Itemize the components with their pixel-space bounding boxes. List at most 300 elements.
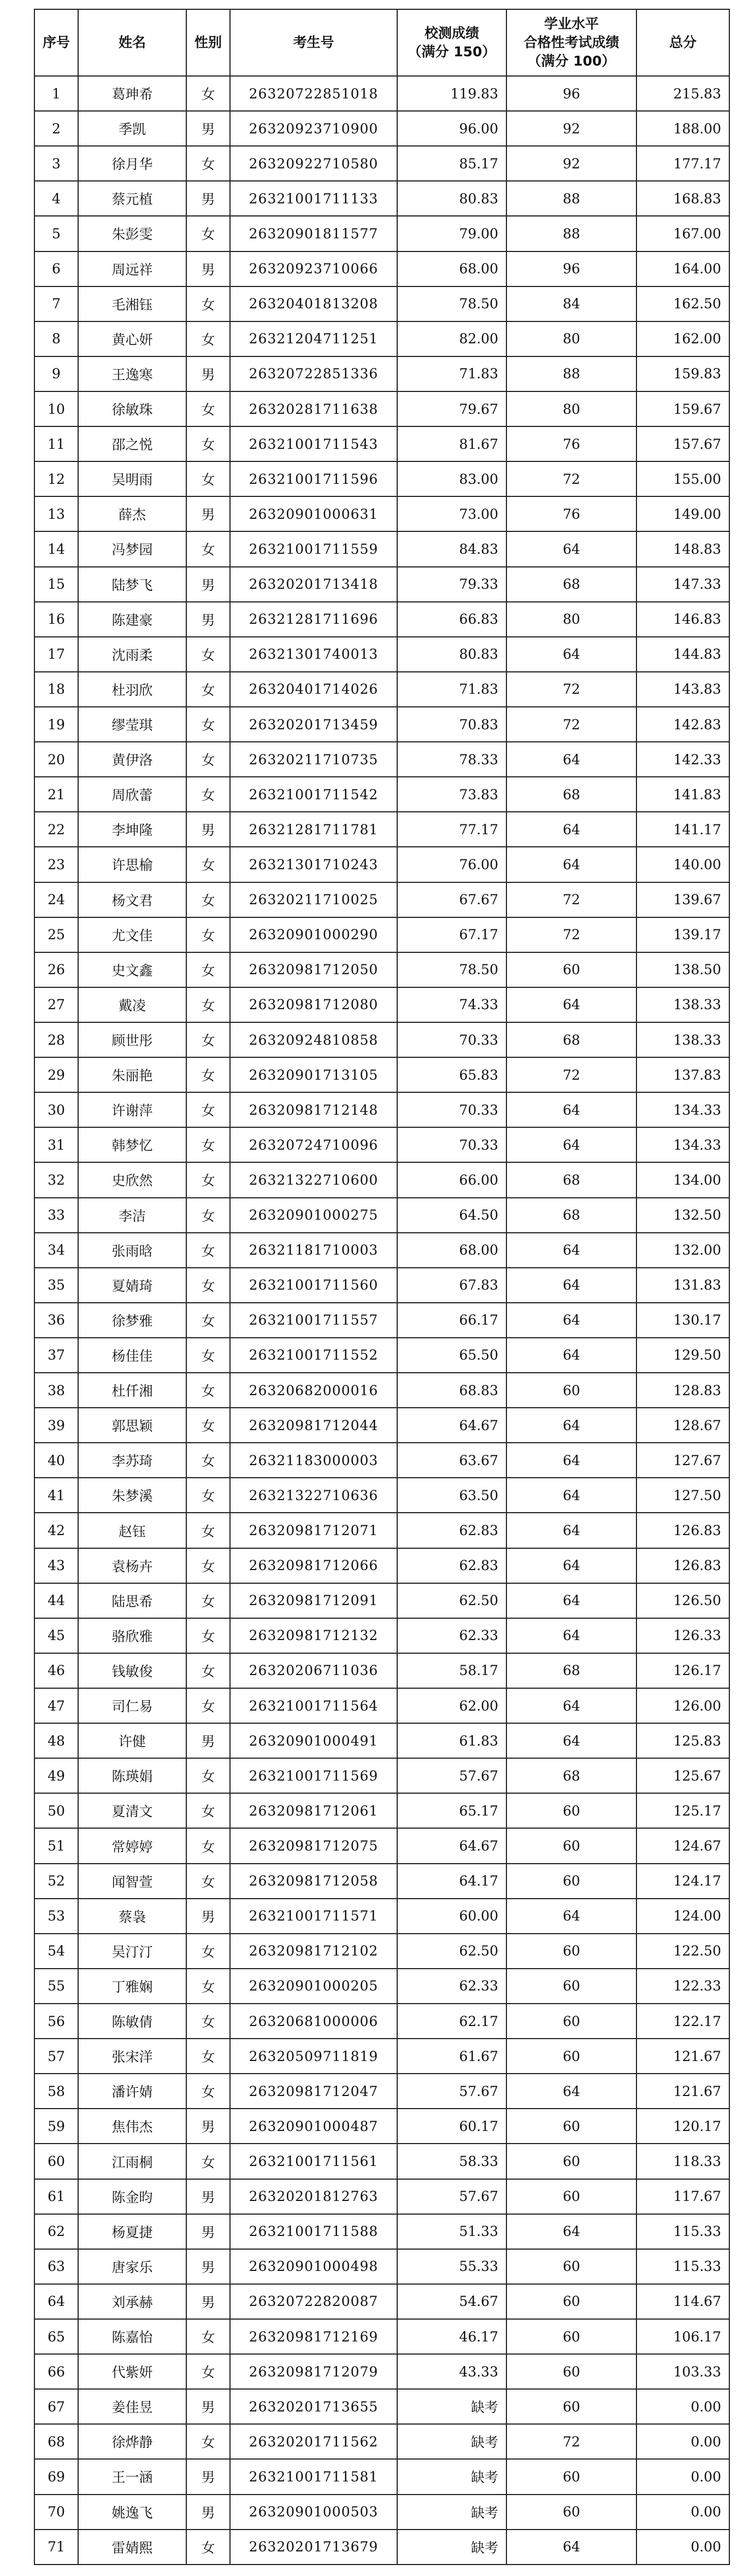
cell-level-score: 64 (506, 1513, 636, 1548)
cell-total: 117.67 (636, 2179, 729, 2214)
cell-sex: 女 (186, 1548, 230, 1583)
cell-no: 16 (34, 602, 78, 637)
cell-name: 戴凌 (78, 987, 186, 1022)
cell-name: 杨文君 (78, 882, 186, 917)
cell-total: 162.50 (636, 286, 729, 321)
table-row (34, 812, 729, 847)
cell-sex: 女 (186, 321, 230, 356)
cell-total: 126.00 (636, 1688, 729, 1723)
cell-school-score: 82.00 (397, 321, 506, 356)
cell-school-score: 65.50 (397, 1338, 506, 1373)
cell-school-score: 64.67 (397, 1828, 506, 1863)
cell-exam-id: 26320201713459 (230, 707, 397, 742)
cell-school-score: 79.00 (397, 216, 506, 251)
cell-school-score: 83.00 (397, 461, 506, 496)
cell-sex: 女 (186, 2424, 230, 2459)
cell-no: 56 (34, 2004, 78, 2039)
cell-total: 122.17 (636, 2004, 729, 2039)
cell-school-score: 64.17 (397, 1864, 506, 1899)
cell-sex: 女 (186, 777, 230, 812)
table-row (34, 567, 729, 602)
cell-level-score: 76 (506, 496, 636, 531)
cell-level-score: 64 (506, 1268, 636, 1303)
cell-school-score: 57.67 (397, 2074, 506, 2109)
cell-total: 130.17 (636, 1303, 729, 1338)
header-school-score (397, 9, 506, 76)
table-row (34, 917, 729, 952)
cell-school-score: 缺考 (397, 2530, 506, 2565)
cell-no: 55 (34, 1969, 78, 2004)
cell-no: 58 (34, 2074, 78, 2109)
cell-no: 27 (34, 987, 78, 1022)
cell-level-score: 88 (506, 216, 636, 251)
table-row (34, 1793, 729, 1828)
table-row (34, 1338, 729, 1373)
table-row (34, 987, 729, 1022)
cell-name: 闻智萱 (78, 1864, 186, 1899)
cell-name: 李坤隆 (78, 812, 186, 847)
cell-school-score: 71.83 (397, 672, 506, 707)
cell-name: 沈雨柔 (78, 637, 186, 672)
cell-total: 140.00 (636, 847, 729, 882)
cell-sex: 女 (186, 461, 230, 496)
cell-sex: 女 (186, 882, 230, 917)
cell-level-score: 68 (506, 1198, 636, 1233)
cell-school-score: 缺考 (397, 2495, 506, 2530)
cell-exam-id: 26320981712132 (230, 1618, 397, 1653)
table-row (34, 2074, 729, 2109)
table-row (34, 76, 729, 111)
cell-total: 177.17 (636, 146, 729, 181)
cell-total: 125.17 (636, 1793, 729, 1828)
cell-exam-id: 26320722851336 (230, 356, 397, 391)
cell-name: 常婷婷 (78, 1828, 186, 1863)
cell-name: 潘许婧 (78, 2074, 186, 2109)
cell-sex: 男 (186, 567, 230, 602)
cell-school-score: 43.33 (397, 2354, 506, 2389)
cell-name: 张雨晗 (78, 1233, 186, 1268)
cell-total: 132.50 (636, 1198, 729, 1233)
cell-level-score: 64 (506, 1233, 636, 1268)
cell-exam-id: 26320981712169 (230, 2319, 397, 2354)
cell-no: 6 (34, 251, 78, 286)
cell-total: 134.33 (636, 1127, 729, 1162)
cell-name: 姜佳昱 (78, 2389, 186, 2424)
cell-no: 30 (34, 1092, 78, 1127)
table-header (34, 9, 729, 76)
table-row (34, 2249, 729, 2284)
cell-sex: 女 (186, 1688, 230, 1723)
cell-total: 103.33 (636, 2354, 729, 2389)
cell-exam-id: 26321183000003 (230, 1443, 397, 1478)
cell-exam-id: 26320923710900 (230, 111, 397, 146)
cell-school-score: 缺考 (397, 2459, 506, 2494)
table-row (34, 1443, 729, 1478)
cell-level-score: 60 (506, 2284, 636, 2319)
cell-school-score: 70.83 (397, 707, 506, 742)
cell-name: 张宋洋 (78, 2039, 186, 2074)
cell-name: 陈嘉怡 (78, 2319, 186, 2354)
table-row (34, 1408, 729, 1443)
table-row (34, 1373, 729, 1408)
table-row (34, 496, 729, 531)
cell-name: 毛湘钰 (78, 286, 186, 321)
cell-level-score: 88 (506, 181, 636, 216)
cell-level-score: 60 (506, 1828, 636, 1863)
cell-exam-id: 26320509711819 (230, 2039, 397, 2074)
table-row (34, 707, 729, 742)
cell-total: 121.67 (636, 2074, 729, 2109)
cell-sex: 女 (186, 1934, 230, 1969)
cell-school-score: 96.00 (397, 111, 506, 146)
table-row (34, 216, 729, 251)
cell-name: 季凯 (78, 111, 186, 146)
cell-school-score: 70.33 (397, 1092, 506, 1127)
cell-school-score: 62.50 (397, 1934, 506, 1969)
cell-sex: 男 (186, 2214, 230, 2249)
cell-total: 106.17 (636, 2319, 729, 2354)
table-row (34, 251, 729, 286)
cell-name: 唐家乐 (78, 2249, 186, 2284)
cell-school-score: 70.33 (397, 1127, 506, 1162)
table-row (34, 672, 729, 707)
cell-no: 10 (34, 391, 78, 426)
cell-school-score: 缺考 (397, 2389, 506, 2424)
cell-level-score: 68 (506, 1758, 636, 1793)
table-row (34, 2389, 729, 2424)
cell-school-score: 62.17 (397, 2004, 506, 2039)
cell-exam-id: 26320981712066 (230, 1548, 397, 1583)
cell-level-score: 68 (506, 1162, 636, 1197)
cell-name: 顾世彤 (78, 1022, 186, 1057)
cell-no: 34 (34, 1233, 78, 1268)
cell-school-score: 68.00 (397, 1233, 506, 1268)
table-row (34, 2424, 729, 2459)
cell-total: 126.33 (636, 1618, 729, 1653)
table-row (34, 1828, 729, 1863)
cell-school-score: 66.00 (397, 1162, 506, 1197)
cell-no: 48 (34, 1723, 78, 1758)
cell-no: 29 (34, 1057, 78, 1092)
table-row (34, 1969, 729, 2004)
cell-total: 124.00 (636, 1899, 729, 1934)
cell-sex: 女 (186, 1969, 230, 2004)
cell-total: 118.33 (636, 2144, 729, 2179)
cell-no: 44 (34, 1583, 78, 1618)
cell-name: 袁杨卉 (78, 1548, 186, 1583)
cell-exam-id: 26321001711581 (230, 2459, 397, 2494)
cell-level-score: 72 (506, 707, 636, 742)
table-row (34, 637, 729, 672)
cell-no: 28 (34, 1022, 78, 1057)
cell-exam-id: 26321322710636 (230, 1478, 397, 1513)
cell-sex: 女 (186, 391, 230, 426)
cell-name: 吴汀汀 (78, 1934, 186, 1969)
cell-sex: 女 (186, 1092, 230, 1127)
cell-no: 54 (34, 1934, 78, 1969)
cell-no: 69 (34, 2459, 78, 2494)
cell-sex: 男 (186, 2249, 230, 2284)
cell-school-score: 57.67 (397, 2179, 506, 2214)
cell-sex: 女 (186, 707, 230, 742)
cell-exam-id: 26320901000487 (230, 2109, 397, 2144)
cell-exam-id: 26320401714026 (230, 672, 397, 707)
table-row (34, 602, 729, 637)
cell-no: 21 (34, 777, 78, 812)
cell-level-score: 60 (506, 2004, 636, 2039)
cell-exam-id: 26320901000205 (230, 1969, 397, 2004)
cell-name: 陈建豪 (78, 602, 186, 637)
cell-sex: 男 (186, 812, 230, 847)
cell-no: 50 (34, 1793, 78, 1828)
cell-total: 0.00 (636, 2530, 729, 2565)
table-row (34, 1057, 729, 1092)
cell-level-score: 68 (506, 567, 636, 602)
cell-total: 125.83 (636, 1723, 729, 1758)
cell-school-score: 70.33 (397, 1022, 506, 1057)
cell-level-score: 64 (506, 1127, 636, 1162)
cell-level-score: 64 (506, 2530, 636, 2565)
cell-no: 66 (34, 2354, 78, 2389)
cell-total: 164.00 (636, 251, 729, 286)
cell-exam-id: 26320401813208 (230, 286, 397, 321)
cell-total: 141.17 (636, 812, 729, 847)
cell-level-score: 60 (506, 1934, 636, 1969)
cell-name: 丁雅娴 (78, 1969, 186, 2004)
cell-level-score: 60 (506, 2389, 636, 2424)
cell-no: 37 (34, 1338, 78, 1373)
cell-school-score: 80.83 (397, 181, 506, 216)
cell-name: 葛珅希 (78, 76, 186, 111)
cell-level-score: 72 (506, 917, 636, 952)
cell-name: 尤文佳 (78, 917, 186, 952)
cell-no: 51 (34, 1828, 78, 1863)
cell-level-score: 64 (506, 742, 636, 777)
cell-level-score: 64 (506, 1303, 636, 1338)
table-row (34, 2004, 729, 2039)
cell-school-score: 74.33 (397, 987, 506, 1022)
cell-exam-id: 26321001711559 (230, 531, 397, 566)
cell-total: 126.17 (636, 1653, 729, 1688)
table-row (34, 321, 729, 356)
cell-school-score: 78.50 (397, 952, 506, 987)
score-table (34, 9, 730, 2565)
cell-school-score: 51.33 (397, 2214, 506, 2249)
cell-total: 0.00 (636, 2495, 729, 2530)
table-row (34, 2039, 729, 2074)
table-row (34, 882, 729, 917)
cell-name: 夏婧琦 (78, 1268, 186, 1303)
header-sex: 性别 (186, 9, 230, 76)
table-row (34, 777, 729, 812)
cell-sex: 女 (186, 2004, 230, 2039)
table-row (34, 1723, 729, 1758)
cell-sex: 女 (186, 1758, 230, 1793)
cell-school-score: 119.83 (397, 76, 506, 111)
cell-name: 骆欣雅 (78, 1618, 186, 1653)
cell-sex: 女 (186, 1268, 230, 1303)
cell-school-score: 67.83 (397, 1268, 506, 1303)
cell-exam-id: 26321001711564 (230, 1688, 397, 1723)
cell-no: 5 (34, 216, 78, 251)
cell-school-score: 60.00 (397, 1899, 506, 1934)
cell-exam-id: 26320901000275 (230, 1198, 397, 1233)
cell-sex: 女 (186, 637, 230, 672)
cell-school-score: 63.67 (397, 1443, 506, 1478)
cell-total: 125.67 (636, 1758, 729, 1793)
cell-school-score: 68.83 (397, 1373, 506, 1408)
cell-no: 40 (34, 1443, 78, 1478)
cell-no: 17 (34, 637, 78, 672)
header-level-line2: 合格性考试成绩 (523, 34, 620, 50)
cell-name: 杜羽欣 (78, 672, 186, 707)
table-row (34, 2319, 729, 2354)
cell-exam-id: 26321001711596 (230, 461, 397, 496)
cell-school-score: 81.67 (397, 426, 506, 461)
table-row (34, 2530, 729, 2565)
cell-level-score: 60 (506, 2039, 636, 2074)
cell-name: 陈金昀 (78, 2179, 186, 2214)
cell-sex: 男 (186, 2284, 230, 2319)
cell-no: 45 (34, 1618, 78, 1653)
cell-level-score: 64 (506, 847, 636, 882)
cell-sex: 男 (186, 2495, 230, 2530)
cell-no: 57 (34, 2039, 78, 2074)
cell-exam-id: 26320201713679 (230, 2530, 397, 2565)
cell-sex: 女 (186, 216, 230, 251)
table-row (34, 1303, 729, 1338)
cell-level-score: 72 (506, 2424, 636, 2459)
cell-sex: 女 (186, 1443, 230, 1478)
cell-total: 138.33 (636, 987, 729, 1022)
cell-level-score: 64 (506, 1583, 636, 1618)
cell-no: 32 (34, 1162, 78, 1197)
table-row (34, 1864, 729, 1899)
cell-no: 7 (34, 286, 78, 321)
cell-level-score: 88 (506, 356, 636, 391)
cell-school-score: 80.83 (397, 637, 506, 672)
cell-level-score: 72 (506, 1057, 636, 1092)
cell-no: 65 (34, 2319, 78, 2354)
cell-no: 35 (34, 1268, 78, 1303)
cell-no: 15 (34, 567, 78, 602)
cell-total: 124.67 (636, 1828, 729, 1863)
cell-sex: 女 (186, 1583, 230, 1618)
cell-sex: 女 (186, 1162, 230, 1197)
cell-exam-id: 26320981712091 (230, 1583, 397, 1618)
cell-total: 127.67 (636, 1443, 729, 1478)
cell-exam-id: 26320901713105 (230, 1057, 397, 1092)
cell-level-score: 64 (506, 1618, 636, 1653)
cell-exam-id: 26320211710735 (230, 742, 397, 777)
cell-no: 2 (34, 111, 78, 146)
cell-level-score: 64 (506, 2214, 636, 2249)
cell-name: 许谢萍 (78, 1092, 186, 1127)
cell-total: 0.00 (636, 2389, 729, 2424)
cell-no: 20 (34, 742, 78, 777)
cell-exam-id: 26320901000491 (230, 1723, 397, 1758)
cell-sex: 女 (186, 1373, 230, 1408)
cell-school-score: 62.33 (397, 1969, 506, 2004)
cell-school-score: 62.83 (397, 1548, 506, 1583)
header-exam-id: 考生号 (230, 9, 397, 76)
cell-sex: 女 (186, 2319, 230, 2354)
cell-school-score: 65.17 (397, 1793, 506, 1828)
cell-total: 122.33 (636, 1969, 729, 2004)
cell-total: 134.33 (636, 1092, 729, 1127)
cell-sex: 女 (186, 1127, 230, 1162)
cell-school-score: 79.33 (397, 567, 506, 602)
cell-level-score: 72 (506, 882, 636, 917)
cell-sex: 男 (186, 2109, 230, 2144)
cell-sex: 女 (186, 742, 230, 777)
cell-level-score: 64 (506, 637, 636, 672)
cell-exam-id: 26320981712079 (230, 2354, 397, 2389)
cell-exam-id: 26320981712058 (230, 1864, 397, 1899)
cell-name: 吴明雨 (78, 461, 186, 496)
table-row (34, 1758, 729, 1793)
cell-name: 徐月华 (78, 146, 186, 181)
cell-no: 24 (34, 882, 78, 917)
cell-no: 39 (34, 1408, 78, 1443)
cell-sex: 女 (186, 1618, 230, 1653)
cell-total: 122.50 (636, 1934, 729, 1969)
cell-exam-id: 26320901000498 (230, 2249, 397, 2284)
cell-no: 8 (34, 321, 78, 356)
cell-sex: 女 (186, 76, 230, 111)
cell-school-score: 78.33 (397, 742, 506, 777)
table-row (34, 2354, 729, 2389)
cell-total: 138.50 (636, 952, 729, 987)
cell-school-score: 79.67 (397, 391, 506, 426)
cell-total: 146.83 (636, 602, 729, 637)
cell-school-score: 62.00 (397, 1688, 506, 1723)
cell-name: 赵钰 (78, 1513, 186, 1548)
cell-total: 139.67 (636, 882, 729, 917)
cell-sex: 女 (186, 1233, 230, 1268)
cell-level-score: 84 (506, 286, 636, 321)
cell-school-score: 46.17 (397, 2319, 506, 2354)
header-level-score (506, 9, 636, 76)
cell-total: 121.67 (636, 2039, 729, 2074)
table-row (34, 2144, 729, 2179)
cell-level-score: 64 (506, 1548, 636, 1583)
cell-name: 朱彭雯 (78, 216, 186, 251)
table-row (34, 461, 729, 496)
cell-school-score: 62.33 (397, 1618, 506, 1653)
cell-exam-id: 26320201713418 (230, 567, 397, 602)
cell-total: 148.83 (636, 531, 729, 566)
cell-level-score: 60 (506, 952, 636, 987)
cell-total: 159.83 (636, 356, 729, 391)
table-row (34, 742, 729, 777)
table-row (34, 1478, 729, 1513)
cell-name: 杜仟湘 (78, 1373, 186, 1408)
table-body (34, 76, 729, 2565)
cell-total: 131.83 (636, 1268, 729, 1303)
cell-total: 0.00 (636, 2459, 729, 2494)
cell-total: 115.33 (636, 2214, 729, 2249)
cell-total: 215.83 (636, 76, 729, 111)
cell-name: 江雨桐 (78, 2144, 186, 2179)
cell-school-score: 66.83 (397, 602, 506, 637)
header-row (34, 9, 729, 76)
cell-total: 167.00 (636, 216, 729, 251)
cell-level-score: 60 (506, 2249, 636, 2284)
cell-sex: 女 (186, 2074, 230, 2109)
cell-exam-id: 26321322710600 (230, 1162, 397, 1197)
cell-level-score: 64 (506, 1899, 636, 1934)
